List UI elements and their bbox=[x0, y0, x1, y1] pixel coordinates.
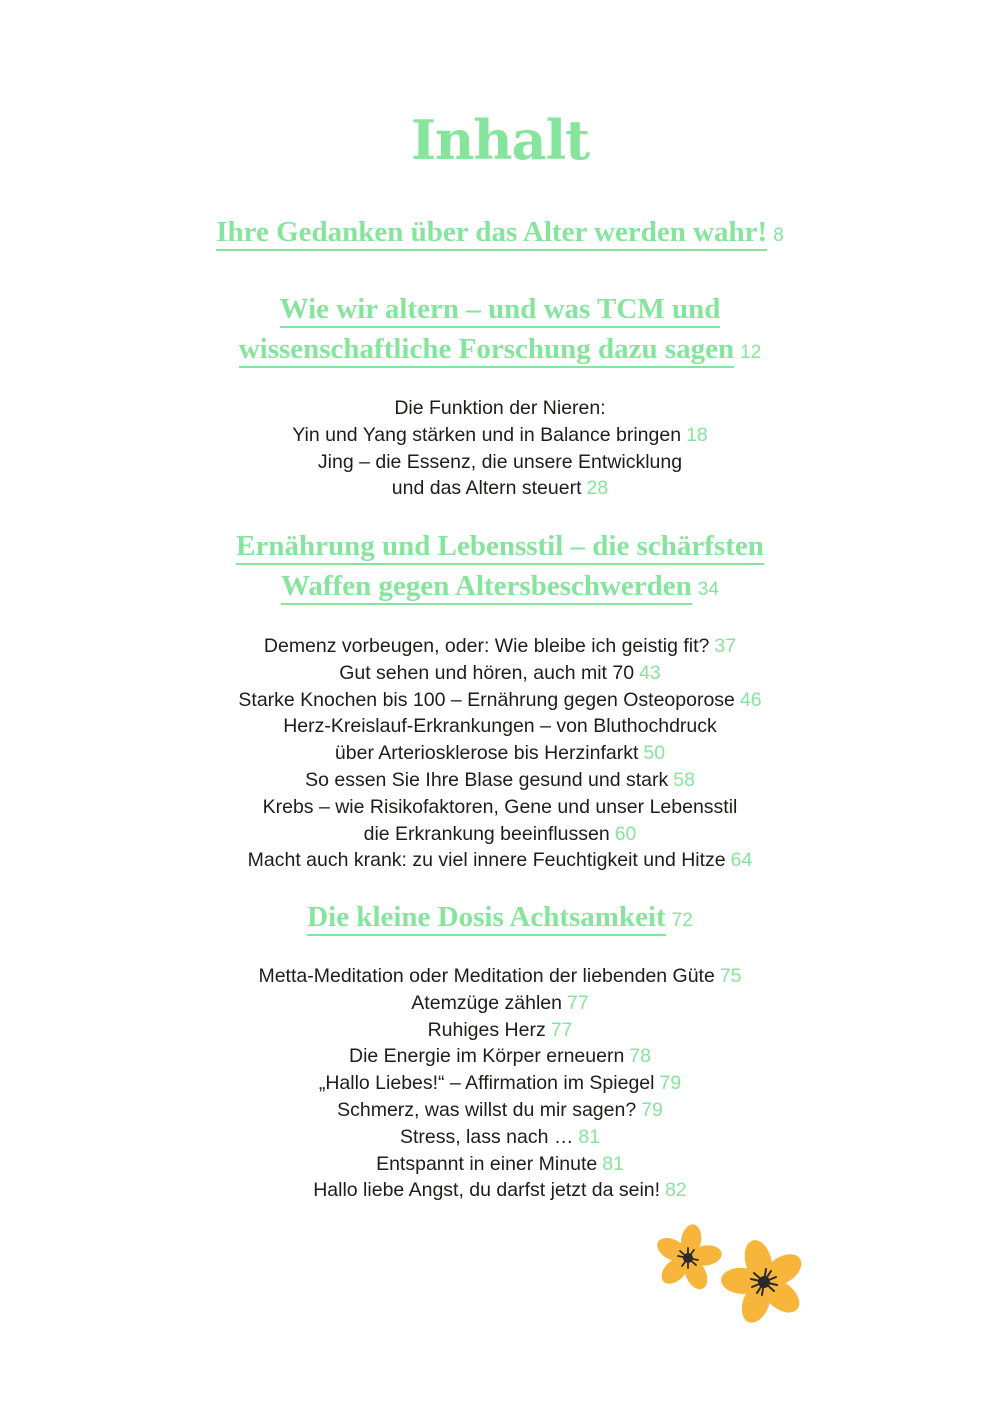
toc-entry[interactable] bbox=[0, 395, 1000, 422]
entry-page-number: 82 bbox=[665, 1179, 687, 1202]
entry-title: Starke Knochen bis 100 – Ernährung gegen Osteoporose bbox=[238, 688, 735, 711]
toc-entry[interactable] bbox=[0, 1070, 1000, 1097]
toc-entry[interactable] bbox=[0, 1017, 1000, 1044]
toc-entry[interactable] bbox=[0, 1177, 1000, 1204]
section-page-number: 34 bbox=[697, 579, 719, 600]
toc-entry[interactable] bbox=[0, 740, 1000, 767]
entry-title: Gut sehen und hören, auch mit 70 bbox=[339, 661, 635, 684]
toc-entry[interactable] bbox=[0, 633, 1000, 660]
toc-section-3 bbox=[0, 526, 1000, 874]
entry-title: So essen Sie Ihre Blase gesund und stark bbox=[305, 768, 669, 791]
entry-page-number: 37 bbox=[714, 635, 737, 657]
entry-title: Jing – die Essenz, die unsere Entwicklung bbox=[317, 450, 683, 473]
entry-page-number: 81 bbox=[602, 1152, 624, 1175]
entry-title: über Arteriosklerose bis Herzinfarkt bbox=[334, 742, 639, 765]
entry-title: Hallo liebe Angst, du darfst jetzt da sein! bbox=[313, 1179, 661, 1202]
entry-title: Die Energie im Körper erneuern bbox=[348, 1045, 625, 1068]
entry-page-number: 79 bbox=[659, 1072, 682, 1095]
entry-page-number: 43 bbox=[639, 661, 661, 684]
entry-page-number: 75 bbox=[719, 965, 742, 987]
entry-page-number: 50 bbox=[643, 742, 666, 765]
toc-entry[interactable] bbox=[0, 1097, 1000, 1124]
entry-title: und das Altern steuert bbox=[391, 477, 582, 500]
flower-decoration bbox=[650, 1222, 820, 1332]
entry-list bbox=[0, 395, 1000, 502]
section-heading-line: Ihre Gedanken über das Alter werden wahr! bbox=[216, 216, 767, 251]
entry-title: Krebs – wie Risikofaktoren, Gene und unser Lebensstil bbox=[262, 795, 738, 818]
section-heading-line: Wie wir altern – und was TCM und bbox=[280, 293, 721, 328]
entry-title: Atemzüge zählen bbox=[411, 991, 562, 1014]
entry-title: Herz-Kreislauf-Erkrankungen – von Bluthochdruck bbox=[283, 715, 717, 738]
entry-page-number: 81 bbox=[578, 1125, 601, 1148]
entry-page-number: 77 bbox=[550, 1018, 573, 1041]
entry-page-number: 58 bbox=[673, 768, 695, 791]
toc-entry[interactable] bbox=[0, 990, 1000, 1017]
section-page-number: 72 bbox=[671, 910, 693, 931]
entry-page-number: 77 bbox=[566, 991, 589, 1014]
entry-list bbox=[0, 963, 1000, 1204]
entry-page-number: 79 bbox=[641, 1098, 663, 1121]
toc-section-1 bbox=[0, 212, 1000, 256]
entry-page-number: 28 bbox=[586, 477, 609, 500]
page-title: Inhalt bbox=[410, 108, 590, 172]
entry-title: Entspannt in einer Minute bbox=[376, 1152, 598, 1175]
toc-entry[interactable] bbox=[0, 821, 1000, 848]
entry-title: die Erkrankung beeinflussen bbox=[363, 822, 610, 845]
entry-title: „Hallo Liebes!“ – Affirmation im Spiegel bbox=[318, 1072, 655, 1095]
toc-entry[interactable] bbox=[0, 794, 1000, 821]
section-heading[interactable] bbox=[0, 526, 1000, 610]
section-heading[interactable] bbox=[0, 289, 1000, 373]
entry-title: Ruhiges Herz bbox=[427, 1018, 546, 1041]
entry-title: Yin und Yang stärken und in Balance bringen bbox=[292, 423, 682, 446]
entry-title: Demenz vorbeugen, oder: Wie bleibe ich geistig fit? bbox=[263, 635, 710, 657]
entry-list bbox=[0, 633, 1000, 874]
toc-entry[interactable] bbox=[0, 767, 1000, 794]
toc-entry[interactable] bbox=[0, 847, 1000, 874]
entry-page-number: 78 bbox=[629, 1045, 651, 1068]
toc-entry[interactable] bbox=[0, 1124, 1000, 1151]
toc-entry[interactable] bbox=[0, 475, 1000, 502]
toc-entry[interactable] bbox=[0, 422, 1000, 449]
toc-entry[interactable] bbox=[0, 449, 1000, 476]
entry-page-number: 64 bbox=[730, 849, 753, 872]
section-page-number: 8 bbox=[773, 225, 784, 246]
entry-title: Stress, lass nach … bbox=[399, 1125, 574, 1148]
entry-title: Macht auch krank: zu viel innere Feuchtigkeit und Hitze bbox=[247, 849, 726, 872]
toc-entry[interactable] bbox=[0, 1151, 1000, 1178]
entry-title: Schmerz, was willst du mir sagen? bbox=[337, 1098, 637, 1121]
section-heading-line: wissenschaftliche Forschung dazu sagen bbox=[239, 333, 734, 368]
toc-entry[interactable] bbox=[0, 660, 1000, 687]
toc-section-4 bbox=[0, 897, 1000, 1204]
entry-page-number: 46 bbox=[739, 688, 762, 711]
toc-entry[interactable] bbox=[0, 1043, 1000, 1070]
toc-entry[interactable] bbox=[0, 713, 1000, 740]
flower-icon bbox=[720, 1237, 807, 1327]
entry-title: Die Funktion der Nieren: bbox=[394, 397, 606, 419]
entry-page-number: 60 bbox=[614, 822, 637, 845]
section-heading[interactable] bbox=[0, 897, 1000, 941]
flower-icon bbox=[653, 1223, 723, 1293]
section-heading-line: Waffen gegen Altersbeschwerden bbox=[281, 570, 692, 605]
entry-page-number: 18 bbox=[686, 423, 708, 446]
section-page-number: 12 bbox=[740, 342, 762, 363]
toc-entry[interactable] bbox=[0, 687, 1000, 714]
section-heading-line: Ernährung und Lebensstil – die schärfsten bbox=[236, 530, 764, 565]
section-heading[interactable] bbox=[0, 212, 1000, 256]
section-heading-line: Die kleine Dosis Achtsamkeit bbox=[307, 901, 665, 936]
toc-entry[interactable] bbox=[0, 963, 1000, 990]
toc-section-2 bbox=[0, 289, 1000, 502]
entry-title: Metta-Meditation oder Meditation der liebenden Güte bbox=[258, 965, 715, 987]
